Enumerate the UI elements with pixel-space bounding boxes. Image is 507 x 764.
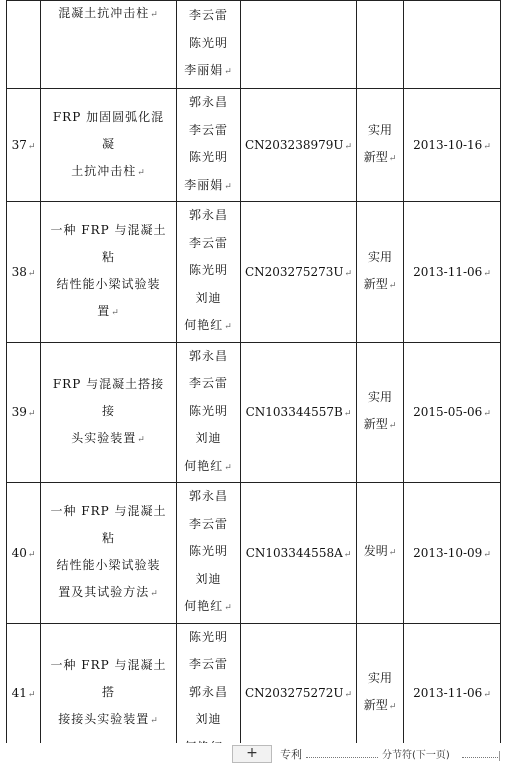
paragraph-mark: ↵ bbox=[111, 307, 120, 318]
inventor-name: 李丽娟 bbox=[184, 63, 224, 78]
inventor-line bbox=[177, 679, 240, 707]
title-text: FRP 加固圆弧化混凝 bbox=[52, 109, 165, 151]
inventors-cell bbox=[177, 1, 241, 89]
section-break-marker: 分节符(下一页) bbox=[382, 750, 450, 761]
patent-type: 新型 bbox=[363, 276, 388, 291]
inventor-name: 刘迪 bbox=[195, 431, 222, 445]
title-line bbox=[49, 0, 168, 29]
title-line bbox=[49, 158, 168, 187]
patent-title bbox=[41, 217, 176, 327]
inventor-line bbox=[177, 285, 240, 313]
patent-title bbox=[41, 652, 176, 735]
inventor-name: 陈光明 bbox=[188, 629, 228, 644]
date-cell bbox=[404, 342, 501, 483]
publication-number-cell bbox=[241, 342, 357, 483]
inventor-line bbox=[177, 2, 240, 30]
paragraph-mark: ↵ bbox=[224, 67, 233, 78]
row-number: 38 bbox=[11, 264, 27, 279]
patent-type-cell bbox=[357, 483, 404, 624]
title-text: 结性能小梁试验装 bbox=[56, 557, 161, 572]
inventor-line bbox=[177, 651, 240, 679]
inventor-name: 李丽娟 bbox=[184, 177, 224, 192]
type-line bbox=[357, 665, 403, 692]
title-text: 一种 FRP 与混凝土搭 bbox=[50, 657, 167, 699]
paragraph-style-label: 专利 bbox=[280, 748, 302, 761]
title-line bbox=[49, 652, 168, 706]
inventor-name: 李云雷 bbox=[188, 376, 228, 390]
margin-mark bbox=[499, 751, 500, 761]
title-text: 置 bbox=[97, 303, 111, 318]
paragraph-mark: ↵ bbox=[388, 548, 397, 559]
patent-type: 实用 bbox=[367, 123, 392, 137]
inventor-name: 陈光明 bbox=[188, 544, 228, 558]
title-text: 土抗冲击柱 bbox=[71, 163, 137, 178]
inventor-name: 刘迪 bbox=[195, 290, 222, 305]
patent-type-cell bbox=[357, 89, 404, 202]
inventor-name: 何艳红 bbox=[184, 318, 224, 332]
paragraph-mark: ↵ bbox=[483, 549, 491, 560]
inventor-line bbox=[177, 30, 240, 58]
paragraph-mark: ↵ bbox=[27, 268, 36, 279]
publication-date: 2013-10-09 bbox=[413, 545, 483, 560]
title-line bbox=[49, 706, 168, 735]
inventors-cell bbox=[177, 483, 241, 624]
inventor-line bbox=[177, 343, 240, 371]
dotted-leader-end bbox=[462, 757, 500, 758]
title-text: 接接头实验装置 bbox=[58, 711, 150, 726]
table-row bbox=[7, 89, 501, 202]
inventor-name: 陈光明 bbox=[188, 263, 228, 277]
inventor-name: 李云雷 bbox=[188, 657, 228, 671]
patent-type: 实用 bbox=[367, 390, 392, 405]
title-line bbox=[49, 104, 168, 158]
type-line bbox=[357, 692, 403, 721]
type-line bbox=[357, 144, 403, 173]
paragraph-mark: ↵ bbox=[343, 549, 352, 560]
paragraph-mark: ↵ bbox=[27, 142, 36, 152]
publication-number: CN203275273U bbox=[244, 264, 344, 279]
patent-type: 实用 bbox=[367, 249, 392, 264]
patent-type: 新型 bbox=[363, 417, 388, 432]
inventor-name: 郭永昌 bbox=[188, 95, 228, 109]
title-text: 置及其试验方法 bbox=[58, 584, 150, 599]
patent-title-cell bbox=[41, 342, 177, 483]
type-line bbox=[357, 411, 403, 440]
patent-title bbox=[41, 104, 176, 187]
paragraph-mark: ↵ bbox=[27, 409, 36, 420]
publication-number-cell bbox=[241, 483, 357, 624]
patent-title bbox=[41, 371, 176, 454]
title-text: 一种 FRP 与混凝土粘 bbox=[50, 222, 167, 264]
paragraph-mark: ↵ bbox=[343, 409, 352, 420]
inventor-line bbox=[177, 624, 240, 652]
inventor-line bbox=[177, 202, 240, 230]
inventor-line bbox=[177, 425, 240, 453]
title-line bbox=[49, 579, 168, 608]
paragraph-mark: ↵ bbox=[224, 603, 233, 613]
type-line bbox=[357, 538, 403, 567]
inventors-cell bbox=[177, 342, 241, 483]
inventor-line bbox=[177, 144, 240, 172]
inventor-name: 陈光明 bbox=[188, 403, 228, 418]
add-button[interactable]: + bbox=[232, 745, 272, 763]
inventor-name: 何艳红 bbox=[184, 599, 224, 613]
title-line bbox=[49, 498, 168, 552]
paragraph-mark: ↵ bbox=[388, 154, 397, 164]
date-cell bbox=[404, 202, 501, 343]
row-number-cell bbox=[7, 483, 41, 624]
row-number: 40 bbox=[11, 545, 27, 560]
publication-date: 2013-10-16 bbox=[413, 138, 483, 152]
inventor-name: 陈光明 bbox=[188, 150, 228, 164]
inventor-line bbox=[177, 172, 240, 202]
paragraph-mark: ↵ bbox=[483, 690, 491, 701]
title-line bbox=[49, 371, 168, 425]
patent-type-cell bbox=[357, 342, 404, 483]
date-cell bbox=[404, 483, 501, 624]
publication-date: 2015-05-06 bbox=[413, 405, 483, 420]
inventor-name: 郭永昌 bbox=[188, 348, 228, 363]
inventors-cell bbox=[177, 202, 241, 343]
paragraph-mark: ↵ bbox=[137, 167, 146, 178]
title-line bbox=[49, 217, 168, 271]
row-number-cell bbox=[7, 89, 41, 202]
paragraph-mark: ↵ bbox=[224, 322, 233, 332]
title-line bbox=[49, 552, 168, 579]
publication-date: 2013-11-06 bbox=[413, 686, 483, 701]
title-text: FRP 与混凝土搭接接 bbox=[52, 376, 165, 418]
paragraph-mark: ↵ bbox=[344, 690, 353, 701]
table-row bbox=[7, 342, 501, 483]
type-line bbox=[357, 117, 403, 144]
paragraph-mark: ↵ bbox=[483, 409, 491, 420]
inventor-line bbox=[177, 117, 240, 145]
publication-number-cell bbox=[241, 89, 357, 202]
inventor-name: 何艳红 bbox=[184, 458, 224, 473]
paragraph-mark: ↵ bbox=[150, 715, 159, 726]
patent-type: 新型 bbox=[363, 698, 388, 713]
publication-number: CN203275272U bbox=[244, 686, 344, 701]
type-line bbox=[357, 384, 403, 411]
inventor-name: 郭永昌 bbox=[188, 684, 228, 699]
title-text: 混凝土抗冲击柱 bbox=[58, 6, 150, 20]
inventor-line bbox=[177, 593, 240, 623]
patent-title-cell bbox=[41, 1, 177, 89]
paragraph-mark: ↵ bbox=[344, 142, 353, 152]
paragraph-mark: ↵ bbox=[150, 588, 159, 599]
inventor-name: 李云雷 bbox=[188, 8, 228, 23]
inventor-name: 陈光明 bbox=[188, 35, 228, 50]
row-number: 39 bbox=[11, 405, 27, 420]
row-number-cell bbox=[7, 202, 41, 343]
inventor-name: 李云雷 bbox=[188, 122, 228, 137]
status-bar bbox=[0, 743, 507, 764]
inventor-line bbox=[177, 706, 240, 734]
date-cell bbox=[404, 1, 501, 89]
publication-date: 2013-11-06 bbox=[413, 264, 483, 279]
inventor-line bbox=[177, 483, 240, 511]
row-number-cell bbox=[7, 1, 41, 89]
inventor-line bbox=[177, 538, 240, 566]
title-line bbox=[49, 425, 168, 454]
paragraph-mark: ↵ bbox=[27, 690, 36, 701]
patent-type-cell bbox=[357, 1, 404, 89]
inventor-line bbox=[177, 370, 240, 398]
paragraph-mark: ↵ bbox=[224, 462, 233, 473]
inventor-name: 刘迪 bbox=[195, 571, 222, 586]
inventor-name: 郭永昌 bbox=[188, 208, 228, 222]
inventor-name: 郭永昌 bbox=[188, 489, 228, 503]
patent-title-cell bbox=[41, 89, 177, 202]
inventor-line bbox=[177, 89, 240, 117]
patent-table-body bbox=[7, 1, 501, 764]
inventor-line bbox=[177, 566, 240, 594]
publication-number: CN103344558A bbox=[245, 545, 343, 560]
patent-type: 新型 bbox=[363, 150, 388, 164]
paragraph-mark: ↵ bbox=[388, 280, 397, 291]
inventor-name: 李云雷 bbox=[188, 235, 228, 250]
publication-number-cell bbox=[241, 1, 357, 89]
title-line bbox=[49, 271, 168, 298]
inventor-line bbox=[177, 511, 240, 539]
title-text: 一种 FRP 与混凝土粘 bbox=[50, 503, 167, 545]
title-text: 结性能小梁试验装 bbox=[56, 276, 161, 291]
patent-table bbox=[6, 0, 501, 764]
inventor-name: 刘迪 bbox=[195, 712, 222, 726]
table-row bbox=[7, 1, 501, 89]
paragraph-mark: ↵ bbox=[137, 434, 146, 445]
title-text: 头实验装置 bbox=[71, 430, 137, 445]
publication-number-cell bbox=[241, 202, 357, 343]
publication-number: CN103344557B bbox=[245, 405, 343, 420]
paragraph-mark: ↵ bbox=[224, 181, 233, 192]
patent-title-cell bbox=[41, 483, 177, 624]
title-line bbox=[49, 298, 168, 327]
patent-title-cell bbox=[41, 202, 177, 343]
inventor-name: 李云雷 bbox=[188, 516, 228, 531]
paragraph-mark: ↵ bbox=[27, 549, 36, 560]
inventor-line bbox=[177, 57, 240, 87]
row-number: 37 bbox=[11, 138, 27, 152]
row-number-cell bbox=[7, 342, 41, 483]
patent-type: 实用 bbox=[367, 671, 392, 686]
paragraph-mark: ↵ bbox=[483, 142, 491, 152]
paragraph-mark: ↵ bbox=[483, 268, 491, 279]
patent-type: 发明 bbox=[363, 544, 388, 559]
patent-title bbox=[41, 498, 176, 608]
table-row bbox=[7, 202, 501, 343]
inventor-line bbox=[177, 453, 240, 483]
type-line bbox=[357, 244, 403, 271]
inventor-line bbox=[177, 257, 240, 285]
patent-type-cell bbox=[357, 202, 404, 343]
inventor-line bbox=[177, 230, 240, 258]
patent-title bbox=[41, 0, 176, 29]
date-cell bbox=[404, 89, 501, 202]
inventor-line bbox=[177, 398, 240, 426]
row-number: 41 bbox=[11, 686, 27, 701]
paragraph-mark: ↵ bbox=[388, 702, 397, 713]
paragraph-mark: ↵ bbox=[150, 10, 159, 20]
table-row bbox=[7, 483, 501, 624]
dotted-leader bbox=[306, 757, 378, 758]
paragraph-mark: ↵ bbox=[344, 268, 353, 279]
inventor-line bbox=[177, 312, 240, 342]
type-line bbox=[357, 271, 403, 300]
inventors-cell bbox=[177, 89, 241, 202]
paragraph-mark: ↵ bbox=[388, 421, 397, 432]
publication-number: CN203238979U bbox=[244, 138, 344, 152]
